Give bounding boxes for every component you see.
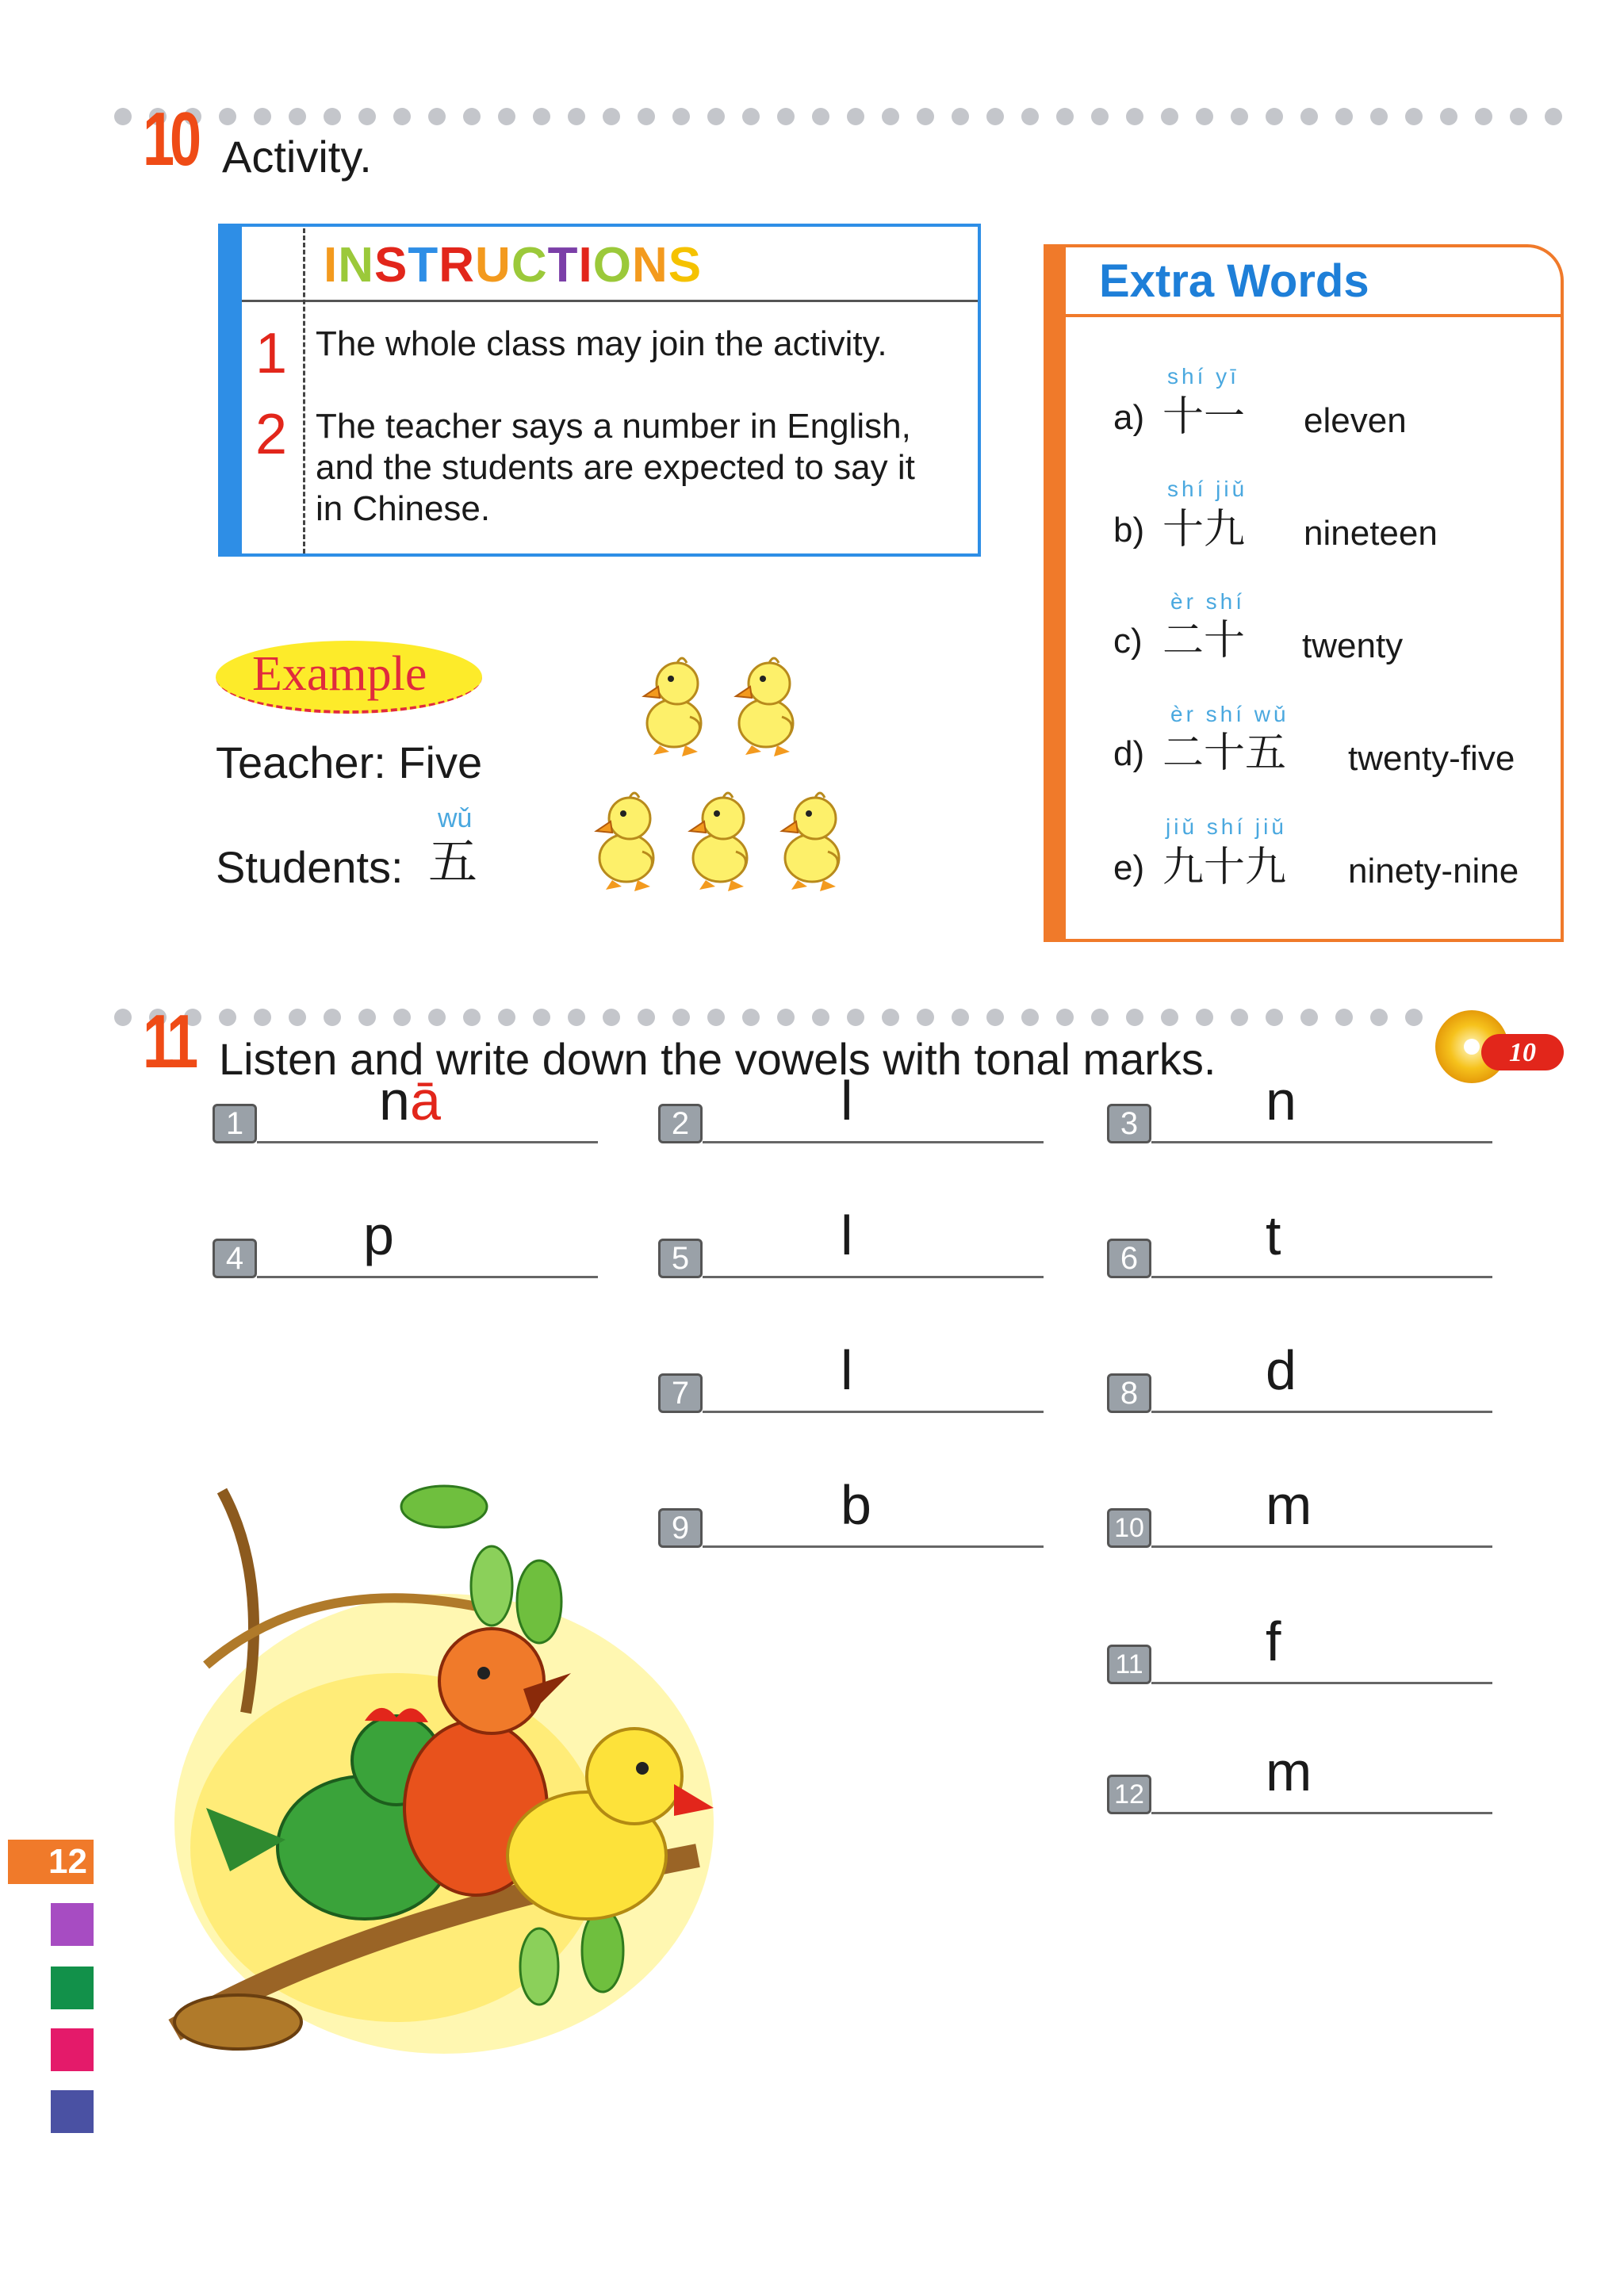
instructions-heading-letter: C <box>511 238 548 293</box>
item-initial-letter: t <box>1266 1204 1281 1266</box>
item-initial-letter: f <box>1266 1610 1281 1672</box>
item-initial-letter: l <box>841 1204 853 1266</box>
instruction-text-1: The whole class may join the activity. <box>316 324 887 363</box>
rule-dot <box>1510 108 1527 125</box>
extra-word-b-pinyin: shí jiǔ <box>1167 477 1248 501</box>
rule-dot <box>1266 108 1283 125</box>
rule-dot <box>1231 1009 1248 1026</box>
rule-dot <box>952 108 969 125</box>
rule-dot <box>917 1009 934 1026</box>
instructions-heading-letter: N <box>338 238 375 293</box>
extra-word-e-letter: e) <box>1113 848 1145 887</box>
rule-dot <box>114 108 132 125</box>
rule-dot <box>1335 108 1353 125</box>
rule-dot <box>1300 1009 1318 1026</box>
extra-word-d-letter: d) <box>1113 734 1145 773</box>
item-initial <box>363 1204 394 1267</box>
color-swatch-green <box>51 1967 94 2009</box>
instructions-heading-letter: S <box>668 238 703 293</box>
item-number-badge: 11 <box>1107 1645 1151 1684</box>
extra-words-divider <box>1066 314 1561 317</box>
rule-dot <box>1021 1009 1039 1026</box>
rule-dot <box>463 108 481 125</box>
item-initial-letter: p <box>363 1204 394 1266</box>
vowel-item-5 <box>658 1204 1044 1278</box>
extra-word-d-pinyin: èr shí wǔ <box>1170 702 1289 726</box>
rule-dot <box>1545 108 1562 125</box>
rule-dot <box>707 1009 725 1026</box>
item-initial <box>841 1204 853 1267</box>
section-11-title: Listen and write down the vowels with tonal marks. <box>219 1034 1216 1084</box>
item-initial <box>1266 1069 1297 1132</box>
rule-dot <box>498 108 515 125</box>
answer-line[interactable] <box>703 1411 1044 1413</box>
vowel-item-4 <box>213 1204 598 1278</box>
rule-dot <box>672 1009 690 1026</box>
instructions-heading-letter: O <box>592 238 632 293</box>
rule-dot <box>568 1009 585 1026</box>
vowel-item-8 <box>1107 1339 1492 1413</box>
rule-dot <box>882 108 899 125</box>
extra-word-e-han: 九十九 <box>1162 844 1287 891</box>
extra-word-b-letter: b) <box>1113 511 1145 550</box>
extra-words-box <box>1044 244 1564 942</box>
rule-dot <box>1056 108 1074 125</box>
section-11-number: 11 <box>143 999 194 1084</box>
rule-dot <box>1440 108 1457 125</box>
rule-dot <box>254 108 271 125</box>
answer-line[interactable] <box>257 1276 598 1278</box>
answer-line[interactable] <box>703 1545 1044 1548</box>
rule-dot <box>986 108 1004 125</box>
instruction-number-2: 2 <box>255 403 288 466</box>
rule-dot <box>533 1009 550 1026</box>
extra-word-a-pinyin: shí yī <box>1167 364 1239 389</box>
audio-cd-icon[interactable] <box>1434 1007 1567 1086</box>
rule-dot <box>917 108 934 125</box>
rule-dot <box>742 1009 760 1026</box>
rule-dot <box>1161 1009 1178 1026</box>
item-initial-letter: d <box>1266 1339 1297 1401</box>
page-number: 12 <box>8 1840 94 1884</box>
item-initial <box>1266 1204 1281 1267</box>
rule-dot <box>1196 108 1213 125</box>
item-number-badge: 8 <box>1107 1373 1151 1413</box>
rule-dot <box>393 108 411 125</box>
item-initial <box>841 1069 853 1132</box>
answer-line[interactable] <box>1151 1682 1492 1684</box>
example-label: Example <box>252 647 427 701</box>
item-initial <box>841 1473 871 1537</box>
item-number-badge: 2 <box>658 1104 703 1143</box>
extra-word-d-han: 二十五 <box>1162 730 1287 777</box>
instructions-heading-letter: I <box>324 238 339 293</box>
rule-dot <box>289 1009 306 1026</box>
instructions-divider <box>242 300 978 302</box>
rule-dot <box>603 1009 620 1026</box>
rule-dot <box>1126 1009 1143 1026</box>
item-initial <box>841 1338 853 1402</box>
extra-word-b-english: nineteen <box>1304 514 1438 553</box>
item-initial-letter: l <box>841 1070 853 1132</box>
ducks-illustration <box>587 650 872 912</box>
extra-word-c-english: twenty <box>1302 626 1404 665</box>
section-10-title: Activity. <box>222 132 372 182</box>
rule-dot <box>812 108 829 125</box>
rule-dot <box>847 108 864 125</box>
rule-dot <box>289 108 306 125</box>
instructions-heading <box>324 238 702 293</box>
rule-dot <box>428 108 446 125</box>
extra-word-b-han: 十九 <box>1162 506 1246 553</box>
rule-dot <box>986 1009 1004 1026</box>
instructions-heading-letter: T <box>547 238 579 293</box>
item-initial <box>379 1069 441 1132</box>
rule-dot <box>219 108 236 125</box>
rule-dot <box>1475 108 1492 125</box>
item-filled-vowel: ā <box>409 1070 441 1132</box>
rule-dot <box>324 1009 341 1026</box>
rule-dot <box>1266 1009 1283 1026</box>
vowel-item-3 <box>1107 1070 1492 1143</box>
extra-words-side-bar <box>1044 244 1066 942</box>
rule-dot <box>1405 1009 1423 1026</box>
rule-dot <box>742 108 760 125</box>
rule-dot <box>1335 1009 1353 1026</box>
answer-line[interactable] <box>257 1141 598 1143</box>
rule-dot <box>638 108 655 125</box>
extra-word-e-english: ninety-nine <box>1348 852 1519 890</box>
rule-dot <box>1196 1009 1213 1026</box>
instruction-text-2: The teacher says a number in English, and the students are expected to say it in Chinese. <box>316 407 915 528</box>
birds-illustration <box>159 1475 730 2093</box>
item-initial <box>1266 1473 1312 1537</box>
rule-dot <box>672 108 690 125</box>
rule-dot <box>882 1009 899 1026</box>
answer-line[interactable] <box>1151 1812 1492 1814</box>
rule-dot <box>463 1009 481 1026</box>
instruction-number-1: 1 <box>255 322 288 385</box>
rule-dot <box>358 1009 376 1026</box>
instructions-heading-letter: I <box>578 238 593 293</box>
extra-word-c-letter: c) <box>1113 622 1143 661</box>
rule-dot <box>114 1009 132 1026</box>
extra-word-c-han: 二十 <box>1162 617 1246 664</box>
section-10-dotted-rule <box>114 108 1565 125</box>
item-number-badge: 10 <box>1107 1508 1151 1548</box>
vowel-item-1 <box>213 1070 598 1143</box>
color-swatch-indigo <box>51 2090 94 2133</box>
rule-dot <box>1161 108 1178 125</box>
rule-dot <box>254 1009 271 1026</box>
answer-line[interactable] <box>1151 1411 1492 1413</box>
rule-dot <box>498 1009 515 1026</box>
rule-dot <box>1300 108 1318 125</box>
vowel-item-11 <box>1107 1610 1492 1684</box>
rule-dot <box>1056 1009 1074 1026</box>
instructions-heading-letter: T <box>408 238 439 293</box>
example-students-han: 五 <box>428 833 478 890</box>
extra-word-c-pinyin: èr shí <box>1170 589 1246 614</box>
item-initial-letter: b <box>841 1474 871 1536</box>
rule-dot <box>952 1009 969 1026</box>
item-number-badge: 6 <box>1107 1239 1151 1278</box>
rule-dot <box>358 108 376 125</box>
extra-word-d-english: twenty-five <box>1348 739 1515 778</box>
item-number-badge: 7 <box>658 1373 703 1413</box>
vowel-item-7 <box>658 1339 1044 1413</box>
instructions-heading-letter: U <box>475 238 511 293</box>
rule-dot <box>1231 108 1248 125</box>
item-number-badge: 12 <box>1107 1775 1151 1814</box>
item-number-badge: 4 <box>213 1239 257 1278</box>
vowel-item-10 <box>1107 1474 1492 1548</box>
rule-dot <box>568 108 585 125</box>
rule-dot <box>393 1009 411 1026</box>
answer-line[interactable] <box>1151 1545 1492 1548</box>
vowel-item-6 <box>1107 1204 1492 1278</box>
instructions-heading-letter: N <box>631 238 668 293</box>
vowel-item-12 <box>1107 1741 1492 1814</box>
rule-dot <box>428 1009 446 1026</box>
item-number-badge: 9 <box>658 1508 703 1548</box>
item-initial <box>1266 1610 1281 1673</box>
instructions-box-side-bar <box>218 224 242 557</box>
example-students-pinyin: wǔ <box>438 803 473 833</box>
example-students-label: Students: <box>216 842 404 892</box>
instructions-heading-letter: S <box>374 238 408 293</box>
rule-dot <box>533 108 550 125</box>
extra-word-a-english: eleven <box>1304 401 1407 440</box>
extra-word-a-letter: a) <box>1113 398 1145 437</box>
answer-line[interactable] <box>703 1141 1044 1143</box>
rule-dot <box>1370 108 1388 125</box>
item-number-badge: 5 <box>658 1239 703 1278</box>
rule-dot <box>603 108 620 125</box>
rule-dot <box>638 1009 655 1026</box>
rule-dot <box>777 108 795 125</box>
vowel-item-2 <box>658 1070 1044 1143</box>
rule-dot <box>777 1009 795 1026</box>
item-initial-letter: l <box>841 1339 853 1401</box>
rule-dot <box>847 1009 864 1026</box>
instructions-heading-letter: R <box>439 238 476 293</box>
audio-cd-track-number: 10 <box>1509 1038 1536 1067</box>
color-swatch-purple <box>51 1903 94 1946</box>
answer-line[interactable] <box>1151 1141 1492 1143</box>
rule-dot <box>812 1009 829 1026</box>
rule-dot <box>219 1009 236 1026</box>
item-number-badge: 1 <box>213 1104 257 1143</box>
rule-dot <box>1091 108 1109 125</box>
extra-word-a-han: 十一 <box>1162 393 1246 441</box>
extra-word-e-pinyin: jiǔ shí jiǔ <box>1166 814 1287 839</box>
answer-line[interactable] <box>703 1276 1044 1278</box>
item-initial-letter: m <box>1266 1741 1312 1802</box>
rule-dot <box>1405 108 1423 125</box>
rule-dot <box>1021 108 1039 125</box>
extra-words-title: Extra Words <box>1099 255 1369 307</box>
item-initial <box>1266 1740 1312 1803</box>
example-teacher-line: Teacher: Five <box>216 737 483 787</box>
answer-line[interactable] <box>1151 1276 1492 1278</box>
color-swatch-magenta <box>51 2028 94 2071</box>
item-initial <box>1266 1338 1297 1402</box>
item-initial-letter: n <box>1266 1070 1297 1132</box>
section-10-number: 10 <box>143 97 197 182</box>
item-initial-letter: m <box>1266 1474 1312 1536</box>
instructions-margin-line <box>303 228 305 553</box>
item-number-badge: 3 <box>1107 1104 1151 1143</box>
item-initial-letter: n <box>379 1070 410 1132</box>
rule-dot <box>1126 108 1143 125</box>
section-11-dotted-rule <box>114 1009 1415 1026</box>
rule-dot <box>707 108 725 125</box>
rule-dot <box>1091 1009 1109 1026</box>
rule-dot <box>324 108 341 125</box>
rule-dot <box>1370 1009 1388 1026</box>
